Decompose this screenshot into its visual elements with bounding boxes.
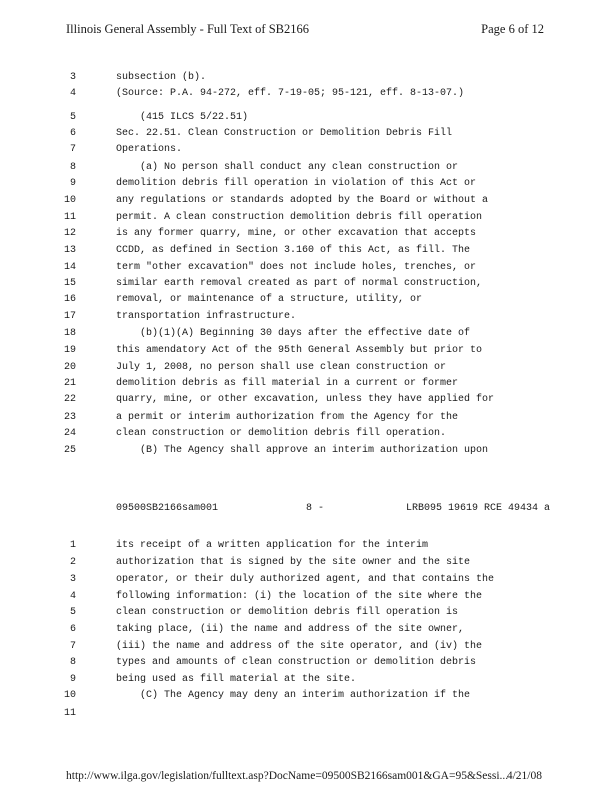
line-number: 7 <box>69 144 76 155</box>
bill-text-line: CCDD, as defined in Section 3.160 of this Act, as fill. The <box>116 245 471 256</box>
bill-text-line: Sec. 22.51. Clean Construction or Demolition Debris Fill <box>116 128 453 139</box>
line-number: 2 <box>69 557 76 568</box>
line-number: 22 <box>63 394 76 405</box>
line-number: 18 <box>63 328 76 339</box>
bill-text-line: (iii) the name and address of the site operator, and (iv) the <box>116 641 483 652</box>
page-divider <box>116 503 550 515</box>
line-number: 8 <box>69 162 76 173</box>
line-number: 3 <box>69 72 76 83</box>
bill-text-line: (a) No person shall conduct any clean construction or <box>140 162 459 173</box>
line-number: 6 <box>69 624 76 635</box>
bill-text-line: any regulations or standards adopted by the Board or without a <box>116 195 489 206</box>
bill-text-line: a permit or interim authorization from the Agency for the <box>116 412 459 423</box>
bill-text-line: (415 ILCS 5/22.51) <box>140 112 249 123</box>
bill-text-line: term "other excavation" does not include holes, trenches, or <box>116 262 477 273</box>
bill-text-line: (Source: P.A. 94-272, eff. 7-19-05; 95-121, eff. 8-13-07.) <box>116 88 465 99</box>
line-number: 21 <box>63 378 76 389</box>
bill-text-line: similar earth removal created as part of normal construction, <box>116 278 483 289</box>
bill-text-line: Operations. <box>116 144 183 155</box>
footer-date: 4/21/08 <box>506 770 542 782</box>
line-number: 10 <box>63 195 76 206</box>
bill-text-line: clean construction or demolition debris fill operation is <box>116 607 459 618</box>
line-number: 24 <box>63 428 76 439</box>
line-number: 5 <box>69 607 76 618</box>
line-number: 15 <box>63 278 76 289</box>
bill-text-line: types and amounts of clean construction or demolition debris <box>116 657 477 668</box>
bill-text-line: (b)(1)(A) Beginning 30 days after the effective date of <box>140 328 471 339</box>
bill-text-line: (C) The Agency may deny an interim authorization if the <box>140 690 471 701</box>
line-number: 4 <box>69 591 76 602</box>
divider-page-number: 8 - <box>306 503 325 514</box>
bill-text-line: its receipt of a written application for the interim <box>116 540 429 551</box>
line-number: 1 <box>69 540 76 551</box>
bill-text-line: taking place, (ii) the name and address of the site owner, <box>116 624 465 635</box>
bill-text-line: clean construction or demolition debris fill operation. <box>116 428 447 439</box>
line-number: 11 <box>63 708 76 719</box>
line-number: 13 <box>63 245 76 256</box>
line-number: 14 <box>63 262 76 273</box>
bill-text-line: following information: (i) the location of the site where the <box>116 591 483 602</box>
bill-text-line: subsection (b). <box>116 72 207 83</box>
line-number: 8 <box>69 657 76 668</box>
line-number: 19 <box>63 345 76 356</box>
bill-text-line: authorization that is signed by the site owner and the site <box>116 557 471 568</box>
bill-text-line: transportation infrastructure. <box>116 311 297 322</box>
line-number: 4 <box>69 88 76 99</box>
line-number: 7 <box>69 641 76 652</box>
footer-url[interactable]: http://www.ilga.gov/legislation/fulltext.asp?DocName=09500SB2166sam001&GA=95&Sessi... <box>66 770 509 782</box>
line-number: 9 <box>69 178 76 189</box>
line-number: 5 <box>69 112 76 123</box>
bill-text-line: permit. A clean construction demolition debris fill operation <box>116 212 483 223</box>
bill-text-line: demolition debris as fill material in a current or former <box>116 378 459 389</box>
line-number: 12 <box>63 228 76 239</box>
line-number: 9 <box>69 674 76 685</box>
bill-text-line: July 1, 2008, no person shall use clean construction or <box>116 362 447 373</box>
doc-id: 09500SB2166sam001 <box>116 503 219 514</box>
bill-text-line: this amendatory Act of the 95th General Assembly but prior to <box>116 345 483 356</box>
line-number: 6 <box>69 128 76 139</box>
line-number: 11 <box>63 212 76 223</box>
bill-text-line: being used as fill material at the site. <box>116 674 357 685</box>
line-number: 25 <box>63 445 76 456</box>
line-number: 20 <box>63 362 76 373</box>
bill-text-line: quarry, mine, or other excavation, unless they have applied for <box>116 394 495 405</box>
bill-text-line: is any former quarry, mine, or other excavation that accepts <box>116 228 477 239</box>
line-number: 16 <box>63 294 76 305</box>
bill-text-line: removal, or maintenance of a structure, utility, or <box>116 294 423 305</box>
bill-text-line: (B) The Agency shall approve an interim authorization upon <box>140 445 489 456</box>
bill-text-line: operator, or their duly authorized agent, and that contains the <box>116 574 495 585</box>
lrb-id: LRB095 19619 RCE 49434 a <box>406 503 551 514</box>
page-number: Page 6 of 12 <box>481 22 544 36</box>
bill-text-line: demolition debris fill operation in violation of this Act or <box>116 178 477 189</box>
page-header-title: Illinois General Assembly - Full Text of SB2166 <box>66 22 309 36</box>
line-number: 17 <box>63 311 76 322</box>
line-number: 10 <box>63 690 76 701</box>
line-number: 23 <box>63 412 76 423</box>
line-number: 3 <box>69 574 76 585</box>
